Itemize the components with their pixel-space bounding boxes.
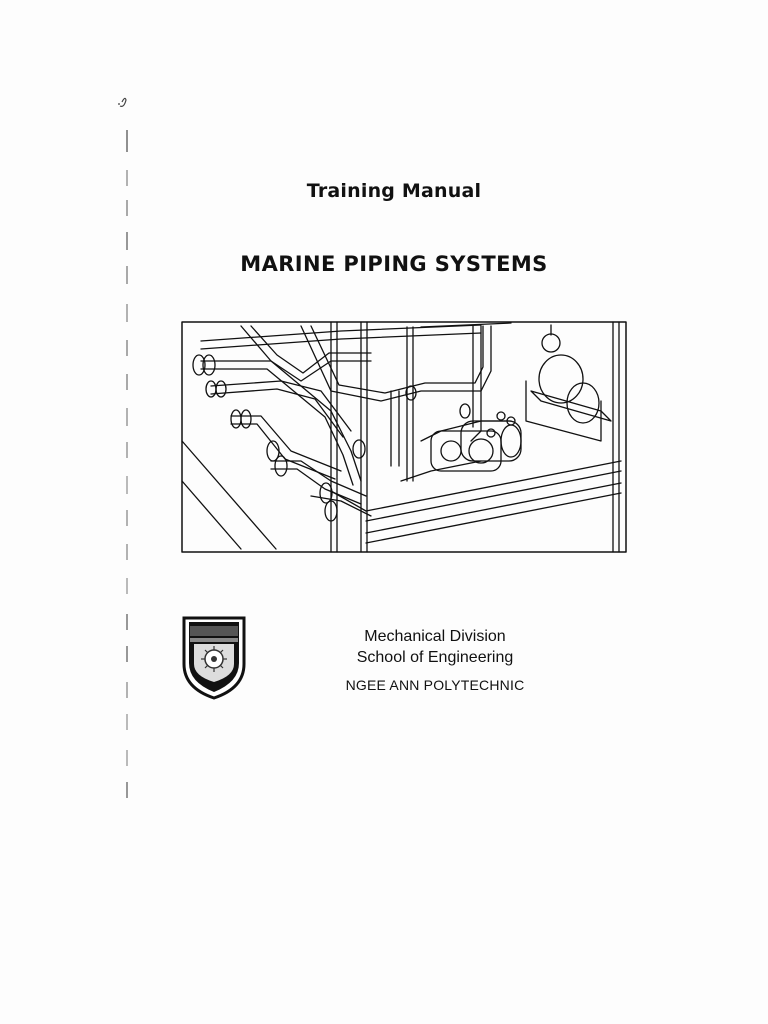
school-name: School of Engineering xyxy=(356,649,514,666)
document-title: MARINE PIPING SYSTEMS xyxy=(240,252,548,276)
document-subtitle: Training Manual xyxy=(306,180,482,202)
marine-piping-illustration xyxy=(181,321,627,553)
ngee-ann-polytechnic-crest-icon xyxy=(180,612,248,700)
institution-name: NGEE ANN POLYTECHNIC xyxy=(345,677,525,693)
organization-block xyxy=(320,626,550,696)
division-name: Mechanical Division xyxy=(364,628,506,645)
